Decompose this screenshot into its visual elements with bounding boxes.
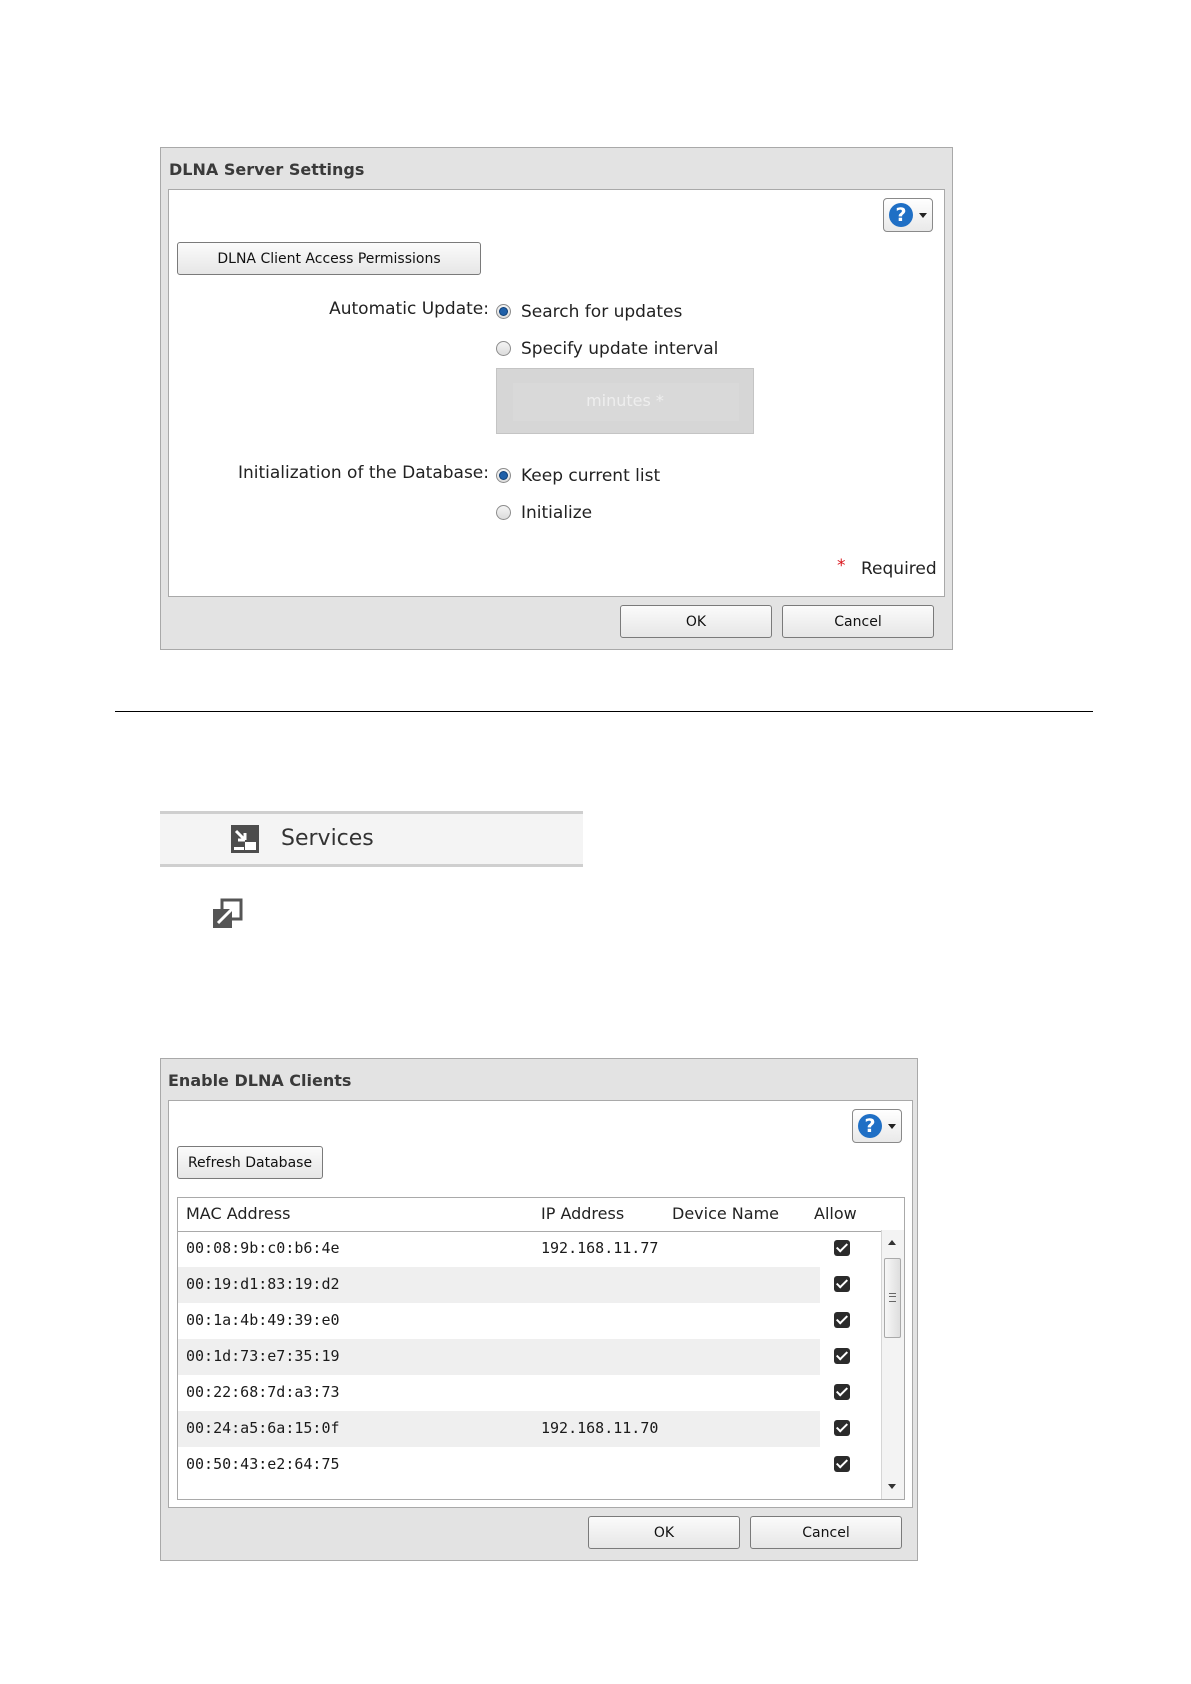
allow-checkbox[interactable] xyxy=(834,1276,850,1292)
allow-checkbox[interactable] xyxy=(834,1348,850,1364)
help-button[interactable] xyxy=(883,198,933,232)
radio-specify-update-interval[interactable] xyxy=(496,341,511,356)
table-row[interactable] xyxy=(178,1375,820,1411)
allow-checkbox[interactable] xyxy=(834,1456,850,1472)
interval-minutes-input[interactable] xyxy=(496,368,754,434)
table-row[interactable] xyxy=(178,1303,820,1339)
table-header xyxy=(178,1198,904,1232)
radio-keep-current-list-label: Keep current list xyxy=(521,466,661,486)
column-device-name[interactable]: Device Name xyxy=(672,1204,780,1223)
table-row[interactable] xyxy=(178,1267,820,1303)
dialog-body xyxy=(168,189,945,597)
radio-initialize-label: Initialize xyxy=(521,503,593,523)
table-scrollbar[interactable] xyxy=(881,1230,904,1499)
mac-cell: 00:19:d1:83:19:d2 xyxy=(186,1275,340,1293)
initialization-database-label: Initialization of the Database: xyxy=(237,463,489,483)
dlna-client-access-permissions-button[interactable]: DLNA Client Access Permissions xyxy=(177,242,481,275)
ip-cell: 192.168.11.77 xyxy=(541,1239,659,1257)
cancel-button[interactable]: Cancel xyxy=(750,1516,902,1549)
scroll-thumb[interactable] xyxy=(884,1258,901,1338)
enable-dlna-clients-dialog xyxy=(160,1058,918,1561)
table-row[interactable] xyxy=(178,1447,820,1483)
radio-search-for-updates-label: Search for updates xyxy=(521,302,683,322)
refresh-database-button[interactable]: Refresh Database xyxy=(177,1146,323,1179)
mac-cell: 00:22:68:7d:a3:73 xyxy=(186,1383,340,1401)
services-tab[interactable] xyxy=(160,811,583,867)
column-allow[interactable]: Allow xyxy=(814,1204,857,1223)
allow-checkbox[interactable] xyxy=(834,1312,850,1328)
radio-initialize[interactable] xyxy=(496,505,511,520)
ok-button[interactable]: OK xyxy=(620,605,772,638)
scroll-down-arrow-icon[interactable] xyxy=(888,1484,896,1489)
required-asterisk: * xyxy=(837,556,846,576)
services-icon xyxy=(231,825,259,853)
interval-placeholder: minutes * xyxy=(586,391,664,410)
dialog-title: Enable DLNA Clients xyxy=(168,1071,352,1090)
question-icon: ? xyxy=(889,203,913,227)
chevron-down-icon xyxy=(919,213,927,218)
table-row[interactable] xyxy=(178,1411,820,1447)
allow-checkbox[interactable] xyxy=(834,1384,850,1400)
radio-specify-update-interval-label: Specify update interval xyxy=(521,339,719,359)
dlna-server-settings-dialog xyxy=(160,147,953,650)
column-mac-address[interactable]: MAC Address xyxy=(186,1204,291,1223)
mac-cell: 00:1d:73:e7:35:19 xyxy=(186,1347,340,1365)
grip-icon-mid xyxy=(889,1296,896,1297)
chevron-down-icon xyxy=(888,1124,896,1129)
column-ip-address[interactable]: IP Address xyxy=(541,1204,625,1223)
dialog-title: DLNA Server Settings xyxy=(169,160,365,179)
mac-cell: 00:1a:4b:49:39:e0 xyxy=(186,1311,340,1329)
table-body xyxy=(178,1231,904,1499)
cancel-button[interactable]: Cancel xyxy=(782,605,934,638)
expand-icon[interactable] xyxy=(211,898,243,930)
ok-button[interactable]: OK xyxy=(588,1516,740,1549)
mac-cell: 00:08:9b:c0:b6:4e xyxy=(186,1239,340,1257)
grip-icon xyxy=(889,1293,896,1302)
scroll-up-arrow-icon[interactable] xyxy=(888,1240,896,1245)
radio-search-for-updates[interactable] xyxy=(496,304,511,319)
allow-checkbox[interactable] xyxy=(834,1240,850,1256)
table-row[interactable] xyxy=(178,1339,820,1375)
mac-cell: 00:24:a5:6a:15:0f xyxy=(186,1419,340,1437)
required-note: Required xyxy=(861,559,937,579)
clients-table xyxy=(177,1197,905,1500)
table-row[interactable] xyxy=(178,1231,820,1267)
help-button[interactable] xyxy=(852,1109,902,1143)
dialog-body xyxy=(168,1100,913,1508)
question-icon: ? xyxy=(858,1114,882,1138)
automatic-update-label: Automatic Update: xyxy=(329,299,489,319)
ip-cell: 192.168.11.70 xyxy=(541,1419,659,1437)
divider xyxy=(115,711,1093,712)
allow-checkbox[interactable] xyxy=(834,1420,850,1436)
mac-cell: 00:50:43:e2:64:75 xyxy=(186,1455,340,1473)
radio-keep-current-list[interactable] xyxy=(496,468,511,483)
services-label: Services xyxy=(281,826,374,851)
